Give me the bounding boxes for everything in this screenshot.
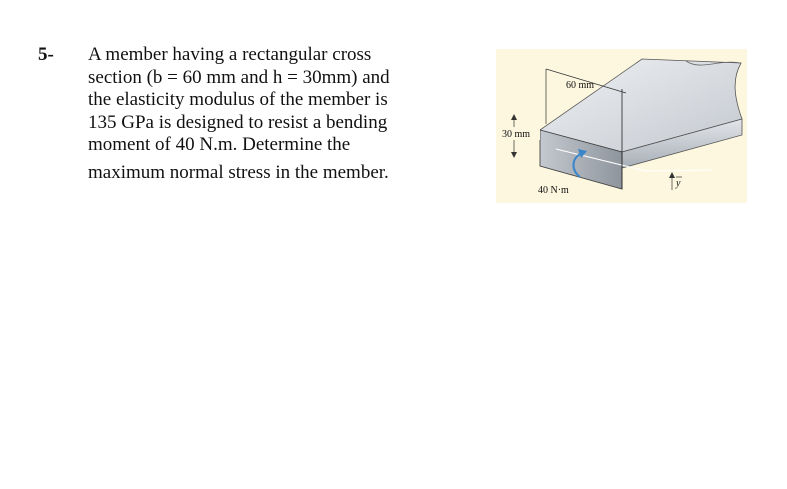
problem-number: 5- — [38, 44, 54, 65]
problem-line-5: moment of 40 N.m. Determine the — [88, 134, 351, 155]
problem-statement — [88, 44, 418, 184]
problem-line-2: section (b = 60 mm and h = 30mm) and — [88, 66, 390, 88]
problem-line-1: A member having a rectangular cross — [88, 44, 372, 65]
y-axis-label: y — [676, 178, 681, 189]
problem-line-6: maximum normal stress in the member. — [88, 161, 389, 183]
problem-line-3: the elasticity modulus of the member is — [88, 89, 388, 110]
moment-label: 40 N·m — [538, 185, 569, 196]
height-label: 30 mm — [502, 129, 531, 140]
beam-figure — [496, 49, 747, 203]
problem-line-4: 135 GPa is designed to resist a bending — [88, 111, 388, 133]
width-label: 60 mm — [566, 80, 595, 91]
beam-diagram — [496, 49, 747, 203]
